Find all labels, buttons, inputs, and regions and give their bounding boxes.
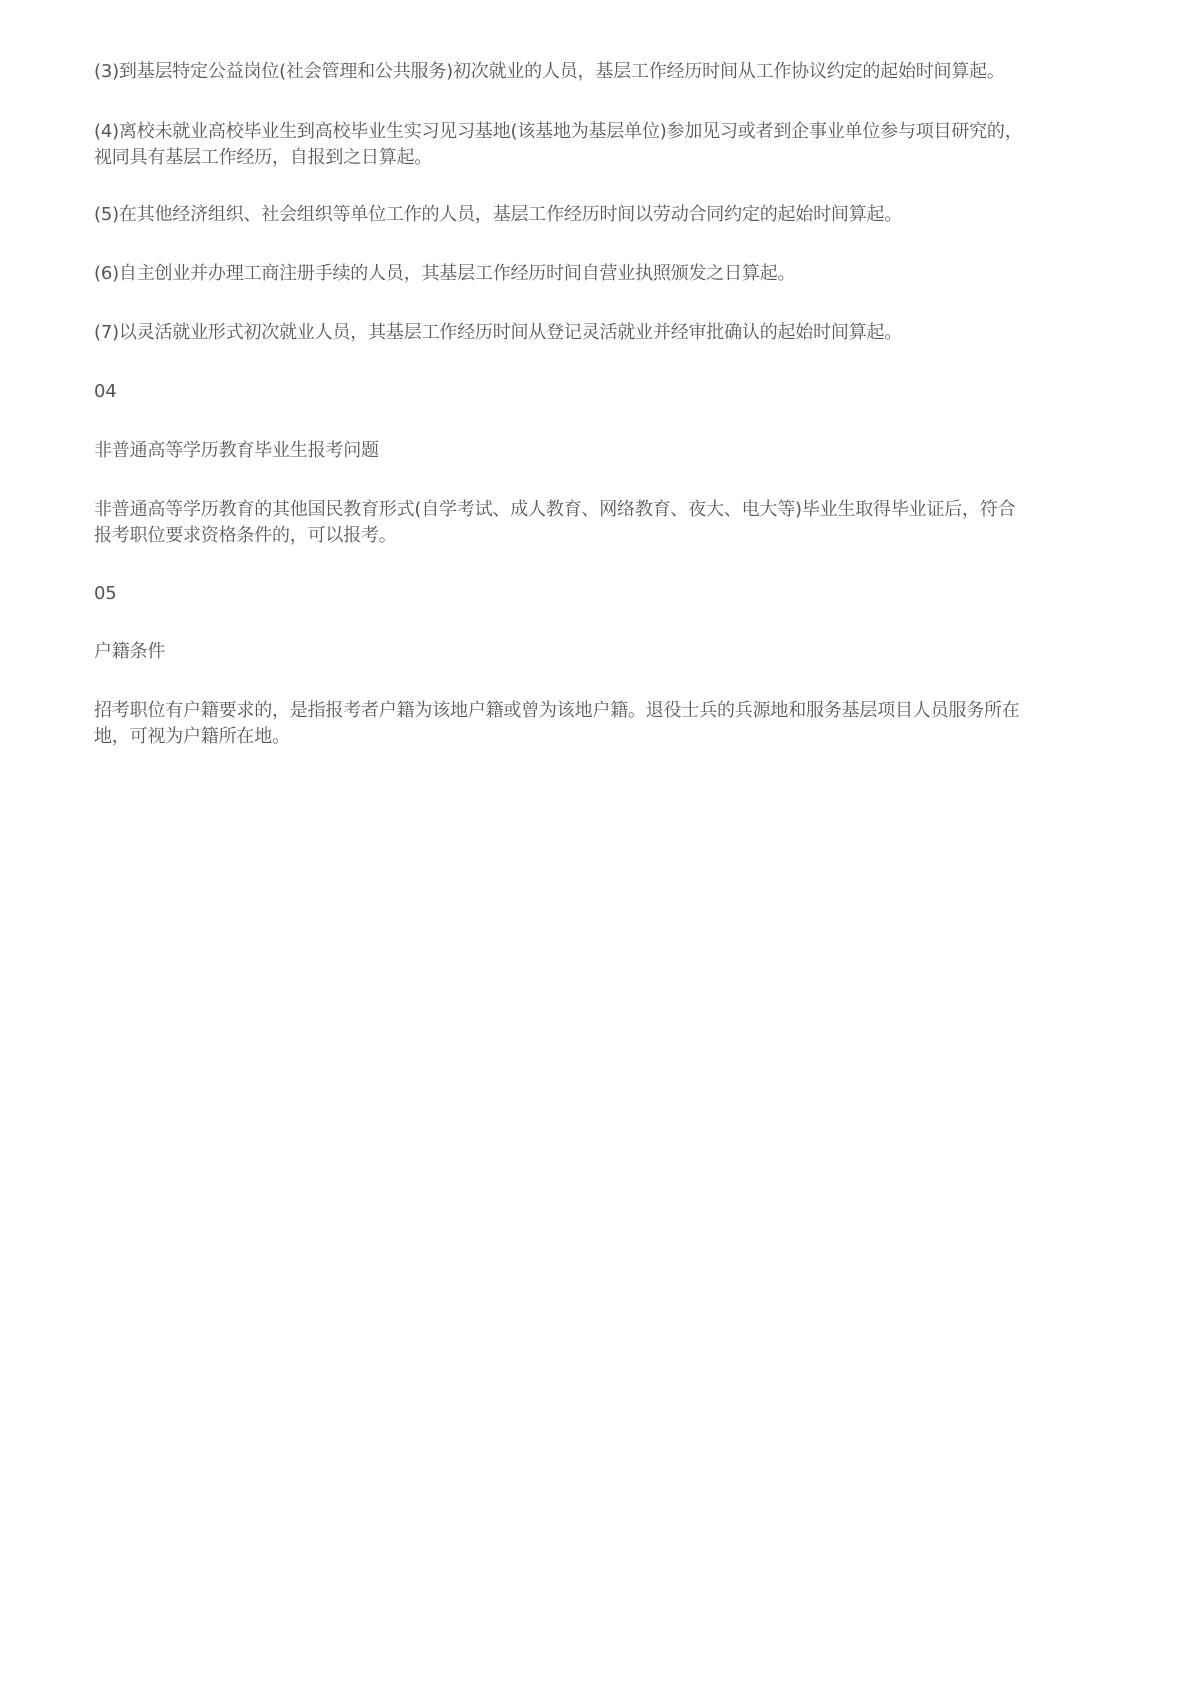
paragraph-item-3: (3)到基层特定公益岗位(社会管理和公共服务)初次就业的人员，基层工作经历时间从工作协议约定的起始时间算起。 [94, 61, 1005, 82]
section-04-body-line-2: 报考职位要求资格条件的，可以报考。 [94, 525, 397, 546]
section-04-body-line-1: 非普通高等学历教育的其他国民教育形式(自学考试、成人教育、网络教育、夜大、电大等)毕业生取得毕业证后，符合 [94, 499, 1016, 520]
paragraph-item-4-line-1: (4)离校未就业高校毕业生到高校毕业生实习见习基地(该基地为基层单位)参加见习或者到企事业单位参与项目研究的， [94, 121, 1023, 142]
section-05-body-line-2: 地，可视为户籍所在地。 [94, 726, 290, 747]
section-04-title: 非普通高等学历教育毕业生报考问题 [94, 440, 379, 461]
section-04-number: 04 [94, 381, 117, 402]
paragraph-item-5: (5)在其他经济组织、社会组织等单位工作的人员，基层工作经历时间以劳动合同约定的起始时间算起。 [94, 204, 903, 225]
paragraph-item-4-line-2: 视同具有基层工作经历，自报到之日算起。 [94, 147, 433, 168]
paragraph-item-6: (6)自主创业并办理工商注册手续的人员，其基层工作经历时间自营业执照颁发之日算起。 [94, 263, 796, 284]
section-05-title: 户籍条件 [94, 641, 166, 662]
section-05-body-line-1: 招考职位有户籍要求的，是指报考者户籍为该地户籍或曾为该地户籍。退役士兵的兵源地和服务基层项目人员服务所在 [94, 700, 1020, 721]
paragraph-item-7: (7)以灵活就业形式初次就业人员，其基层工作经历时间从登记灵活就业并经审批确认的起始时间算起。 [94, 322, 903, 343]
section-05-number: 05 [94, 583, 117, 604]
